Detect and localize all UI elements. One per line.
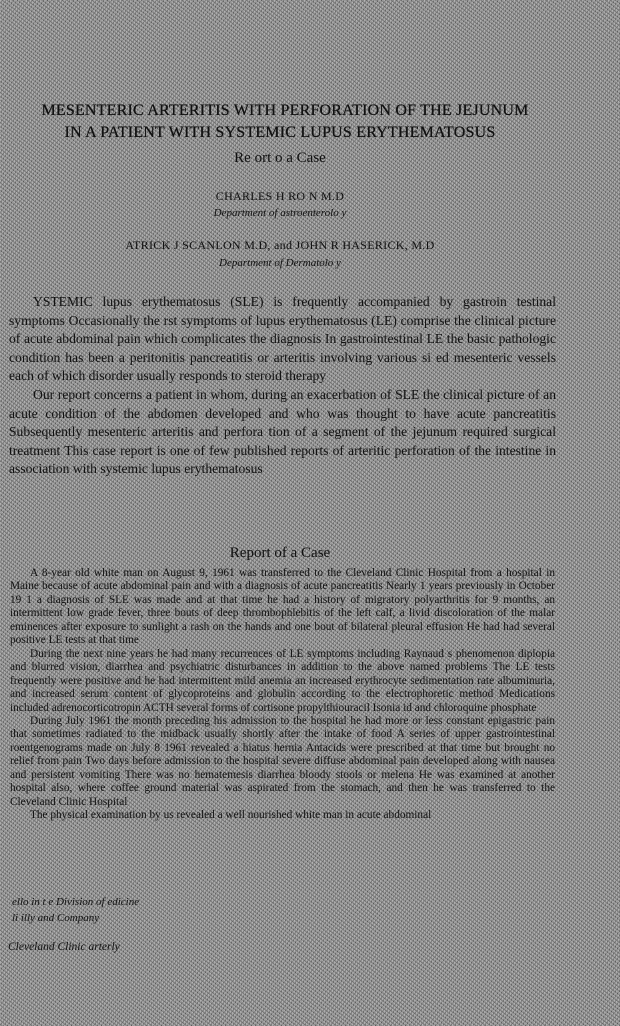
intro-paragraph — [9, 293, 556, 386]
report-paragraph: During the next nine years he had many recurrences of LE symptoms including Raynaud s phenomenon diplopia and blurred vision, diarrhea and psychiatric disturbances in addition to the above named problems The LE tests frequently were positive and he had intermittent mild anemia an increased erythrocyte sedimentation rate albuminuria, and increased serum content of glycoproteins and globulin according to the electrophoretic method Medications included adrenocorticotropin ACTH several forms of cortisone propylthiouracil Isonia id and chloroquine phosphate — [10, 647, 555, 714]
author-line-2: ATRICK J SCANLON M.D, and JOHN R HASERICK, M.D — [125, 238, 435, 252]
article-subtitle: Re ort o a Case — [234, 150, 326, 166]
author-department-1: Department of astroenterolo y — [213, 207, 347, 219]
report-paragraph: A 8-year old white man on August 9, 1961 was transferred to the Cleveland Clinic Hospital from a hospital in Maine because of acute abdominal pain and with a diagnosis of acute pancreatitis Nearly 1 years previously in October 19 1 a diagnosis of SLE was made and at that time he had a history of migratory polyarthritis for 9 months, an intermittent low grade fever, three bouts of deep thrombophlebitis of the left calf, a livid discoloration of the malar eminences after exposure to sunlight a rash on the hands and one bout of bilateral pleural effusion He had had several positive LE tests at that time — [10, 567, 555, 647]
intro-paragraph-text: YSTEMIC lupus erythematosus (SLE) is frequently accompanied by gastroin testinal symptoms Occasionally the rst symptoms of lupus erythematosus (LE) comprise the clinical picture of acute abdominal pain which complicates the diagnosis In gastrointestinal LE the basic pathologic condition has been a peritonitis pancreatitis or arteritis involving various si ed mesenteric vessels each of which disorder usually responds to steroid therapy — [9, 294, 556, 384]
report-paragraph: The physical examination by us revealed a well nourished white man in acute abdominal — [30, 809, 432, 822]
footnote: ello in t e Division of edicine — [12, 896, 140, 908]
footnote: li illy and Company — [12, 912, 100, 924]
author-department-2: Department of Dermatolo y — [219, 257, 341, 269]
article-title — [0, 100, 560, 144]
introduction — [9, 293, 556, 479]
footnotes — [10, 894, 139, 926]
report-paragraph: During July 1961 the month preceding his admission to the hospital he had more or less constant epigastric pain that sometimes radiated to the midback usually shortly after the intake of food A series of upper gastrointestinal roentgenograms made on July 8 1961 revealed a hiatus hernia Antacids were prescribed at that time but brought no relief from pain Two days before admission to the hospital severe diffuse abdominal pain developed along with nausea and persistent vomiting There was no hematemesis diarrhea bloody stools or melena He was examined at another hospital also, where coffee ground material was aspirated from the stomach, and then he was transferred to the Cleveland Clinic Hospital — [10, 714, 555, 808]
intro-paragraph: Our report concerns a patient in whom, during an exacerbation of SLE the clinical picture of an acute condition of the abdomen developed and who was thought to have acute pancreatitis Subsequently mesenteric arteritis and perfora tion of a segment of the jejunum required surgical treatment This case report is one of few published reports of arteritic perforation of the intestine in association with systemic lupus erythematosus — [9, 386, 556, 477]
section-heading: Report of a Case — [229, 545, 331, 561]
title-line-2: IN A PATIENT WITH SYSTEMIC LUPUS ERYTHEMATOSUS — [64, 124, 496, 141]
title-line-1: MESENTERIC ARTERITIS WITH PERFORATION OF THE JEJUNUM — [41, 102, 529, 119]
case-report-body — [10, 567, 555, 823]
author-line-1: CHARLES H RO N M.D — [215, 189, 345, 203]
journal-footer: Cleveland Clinic arterly — [8, 941, 120, 953]
